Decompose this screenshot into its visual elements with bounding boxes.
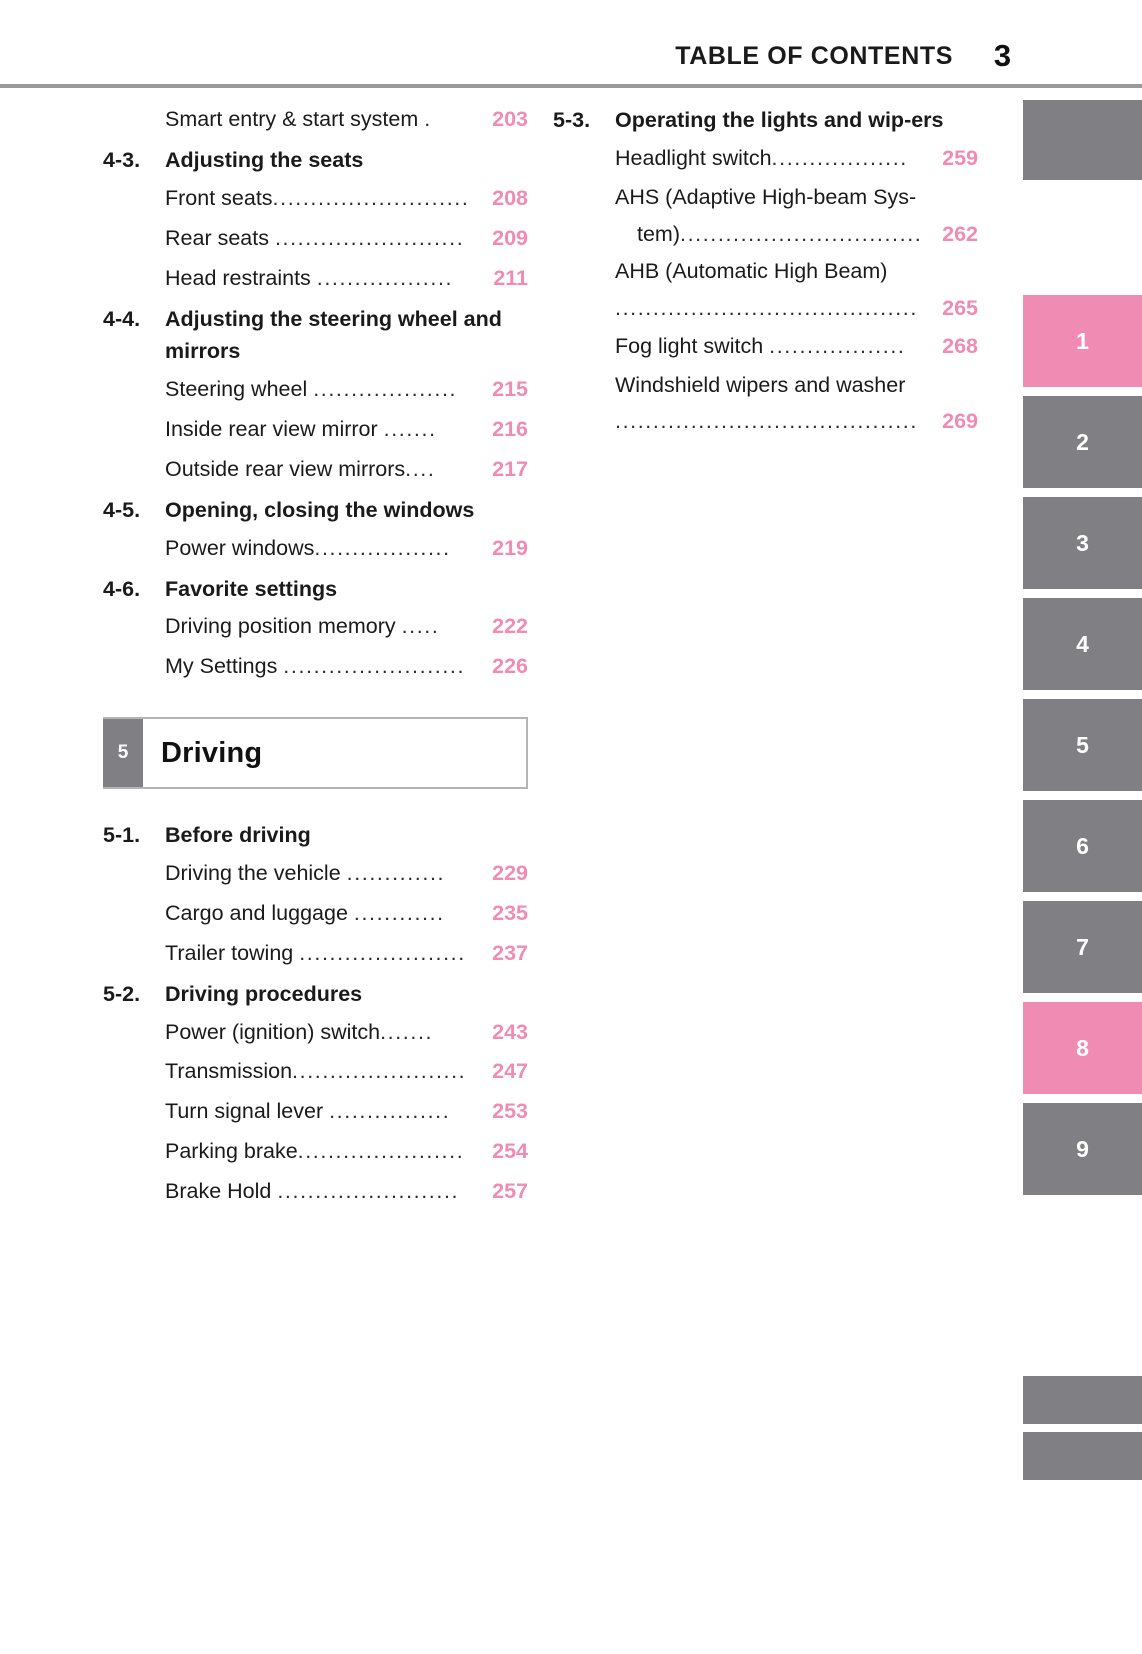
entry-label: Head restraints [165,265,317,290]
section-title: Before driving [165,823,311,848]
entry-leader-dots: ...................... [297,1139,465,1164]
entry-label-continuation: tem) [637,221,680,246]
section-title: Operating the lights and wip-ers [615,108,944,132]
toc-entry-outside-rear-view-mirrors[interactable] [103,450,528,490]
entry-leader-dots: .... [405,456,436,481]
entry-leader-dots: .......................... [272,185,470,210]
chapter-tab-4[interactable]: 4 [1023,598,1142,690]
entry-page-number[interactable]: 237 [492,940,528,965]
entry-page-number[interactable]: 253 [492,1099,528,1124]
toc-entry-windshield-wipers-and-washer[interactable] [553,367,978,441]
toc-entry-transmission[interactable] [103,1052,528,1092]
toc-entry-ahs-adaptive-high-beam-sys[interactable] [553,179,978,253]
toc-entry-cargo-and-luggage[interactable] [103,894,528,934]
chapter-tab-blank-11[interactable] [1023,1432,1142,1480]
entry-page-number[interactable]: 222 [492,614,528,639]
chapter-number-badge: 5 [103,719,143,787]
entry-label-line1: Windshield wipers and washer [615,372,906,397]
entry-leader-dots: ....... [383,416,437,441]
chapter-tab-1[interactable]: 1 [1023,295,1142,387]
toc-section-opening-closing-the-windows[interactable] [103,494,528,527]
toc-entry-steering-wheel[interactable] [103,370,528,410]
entry-page-number[interactable]: 262 [942,221,978,246]
section-number: 5-1. [103,823,141,848]
entry-label: Power (ignition) switch [165,1019,381,1044]
chapter-tab-strip [1023,0,1142,1654]
chapter-tab-blank-0[interactable] [1023,100,1142,180]
page-title: TABLE OF CONTENTS [675,42,953,70]
section-number: 4-4. [103,306,141,331]
entry-leader-dots: ............ [353,900,445,925]
chapter-tab-8[interactable]: 8 [1023,1002,1142,1094]
entry-dot-line [615,403,978,440]
toc-entry-ahb-automatic-high-beam[interactable] [553,253,978,327]
toc-entry-head-restraints[interactable] [103,259,528,299]
entry-leader-dots: ................ [329,1099,451,1124]
entry-page-number[interactable]: 259 [942,145,978,170]
entry-leader-dots: . [424,107,432,131]
toc-entry-brake-hold[interactable] [103,1172,528,1212]
toc-entry-driving-the-vehicle[interactable] [103,854,528,894]
toc-entry-smart-entry-start-system[interactable] [103,100,528,140]
entry-label: Headlight switch [615,145,772,170]
entry-page-number[interactable]: 215 [492,376,528,401]
entry-dot-line [615,290,978,327]
toc-entry-driving-position-memory[interactable] [103,607,528,647]
page-header [0,0,1142,88]
entry-page-number[interactable]: 219 [492,535,528,560]
entry-leader-dots: ....... [380,1019,434,1044]
entry-label: Front seats [165,185,273,210]
toc-section-adjusting-the-steering-wheel-and-mirrors[interactable] [103,303,528,368]
section-title: Opening, closing the windows [165,497,475,522]
entry-leader-dots: ................... [313,376,458,401]
toc-section-before-driving[interactable] [103,819,528,852]
toc-entry-power-windows[interactable] [103,529,528,569]
toc-entry-front-seats[interactable] [103,179,528,219]
header-divider [0,84,1142,88]
entry-page-number[interactable]: 235 [492,900,528,925]
toc-entry-fog-light-switch[interactable] [553,327,978,367]
entry-label: Brake Hold [165,1179,278,1204]
toc-right-column [553,100,978,440]
chapter-tab-3[interactable]: 3 [1023,497,1142,589]
toc-entry-power-ignition-switch[interactable] [103,1013,528,1053]
section-title: Favorite settings [165,576,338,601]
chapter-tab-5[interactable]: 5 [1023,699,1142,791]
toc-entry-my-settings[interactable] [103,647,528,687]
toc-entry-inside-rear-view-mirror[interactable] [103,410,528,450]
entry-page-number[interactable]: 269 [942,409,978,434]
section-number: 5-3. [553,108,591,132]
chapter-tab-6[interactable]: 6 [1023,800,1142,892]
section-number: 4-5. [103,497,141,522]
entry-leader-dots: ................................ [680,221,923,246]
entry-leader-dots: ........................................ [615,409,918,434]
entry-label: Driving position memory [165,614,402,639]
entry-page-number[interactable]: 217 [492,456,528,481]
entry-label: Driving the vehicle [165,860,347,885]
entry-page-number[interactable]: 209 [492,225,528,250]
section-number: 4-3. [103,147,141,172]
entry-page-number[interactable]: 216 [492,416,528,441]
chapter-banner-driving[interactable] [103,717,528,789]
toc-section-operating-the-lights-and-wip-ers[interactable] [553,104,978,137]
entry-leader-dots: .................. [316,265,454,290]
toc-entry-headlight-switch[interactable] [553,139,978,179]
toc-entry-rear-seats[interactable] [103,219,528,259]
entry-label: Trailer towing [165,940,300,965]
toc-entry-turn-signal-lever[interactable] [103,1092,528,1132]
section-title: Adjusting the seats [165,147,364,172]
entry-leader-dots: ..... [401,614,440,639]
entry-label-line1: AHB (Automatic High Beam) [615,258,888,283]
entry-label-line1: AHS (Adaptive High-beam Sys- [615,184,917,209]
entry-page-number[interactable]: 254 [492,1139,528,1164]
entry-label: Inside rear view mirror [165,416,384,441]
entry-leader-dots: ........................................ [615,295,918,320]
chapter-tab-2[interactable]: 2 [1023,396,1142,488]
entry-page-number[interactable]: 257 [492,1179,528,1204]
entry-label: Outside rear view mirrors [165,456,406,481]
entry-label: Steering wheel [165,376,314,401]
entry-page-number[interactable]: 247 [492,1059,528,1084]
entry-page-number[interactable]: 265 [942,295,978,320]
entry-leader-dots: .................. [769,333,906,358]
entry-leader-dots: .................. [771,145,908,170]
entry-leader-dots: ...................... [299,940,466,965]
entry-leader-dots: ....................... [292,1059,467,1084]
entry-label: My Settings [165,654,284,679]
entry-leader-dots: ........................ [283,654,466,679]
toc-left-column [103,100,528,1212]
entry-label: Fog light switch [615,333,770,358]
chapter-tab-7[interactable]: 7 [1023,901,1142,993]
entry-label: Power windows [165,535,315,560]
toc-section-adjusting-the-seats[interactable] [103,144,528,177]
entry-page-number[interactable]: 268 [942,333,978,358]
entry-label: Rear seats [165,225,275,250]
entry-leader-dots: ........................ [277,1179,460,1204]
section-title: Driving procedures [165,981,363,1006]
entry-label-line2 [615,216,978,253]
entry-leader-dots: .................. [314,535,451,560]
toc-section-favorite-settings[interactable] [103,573,528,606]
entry-leader-dots: ............. [346,860,446,885]
toc-entry-parking-brake[interactable] [103,1132,528,1172]
page-number: 3 [993,38,1012,73]
chapter-tab-9[interactable]: 9 [1023,1103,1142,1195]
entry-label: Transmission [165,1059,293,1084]
toc-entry-trailer-towing[interactable] [103,934,528,974]
entry-label: Turn signal lever [165,1099,330,1124]
entry-page-number[interactable]: 211 [493,265,528,290]
entry-leader-dots: ......................... [274,225,465,250]
entry-label: Cargo and luggage [165,900,354,925]
section-number: 5-2. [103,981,141,1006]
entry-label: Smart entry & start system [165,107,425,131]
entry-page-number[interactable]: 243 [492,1019,528,1044]
section-title: Adjusting the steering wheel and mirrors [165,306,502,364]
entry-page-number[interactable]: 229 [492,860,528,885]
entry-label: Parking brake [165,1139,298,1164]
entry-page-number[interactable]: 226 [492,654,528,679]
chapter-tab-blank-10[interactable] [1023,1376,1142,1424]
chapter-title: Driving [161,736,263,769]
entry-page-number[interactable]: 208 [492,185,528,210]
toc-section-driving-procedures[interactable] [103,978,528,1011]
section-number: 4-6. [103,576,141,601]
entry-page-number[interactable]: 203 [492,107,528,131]
